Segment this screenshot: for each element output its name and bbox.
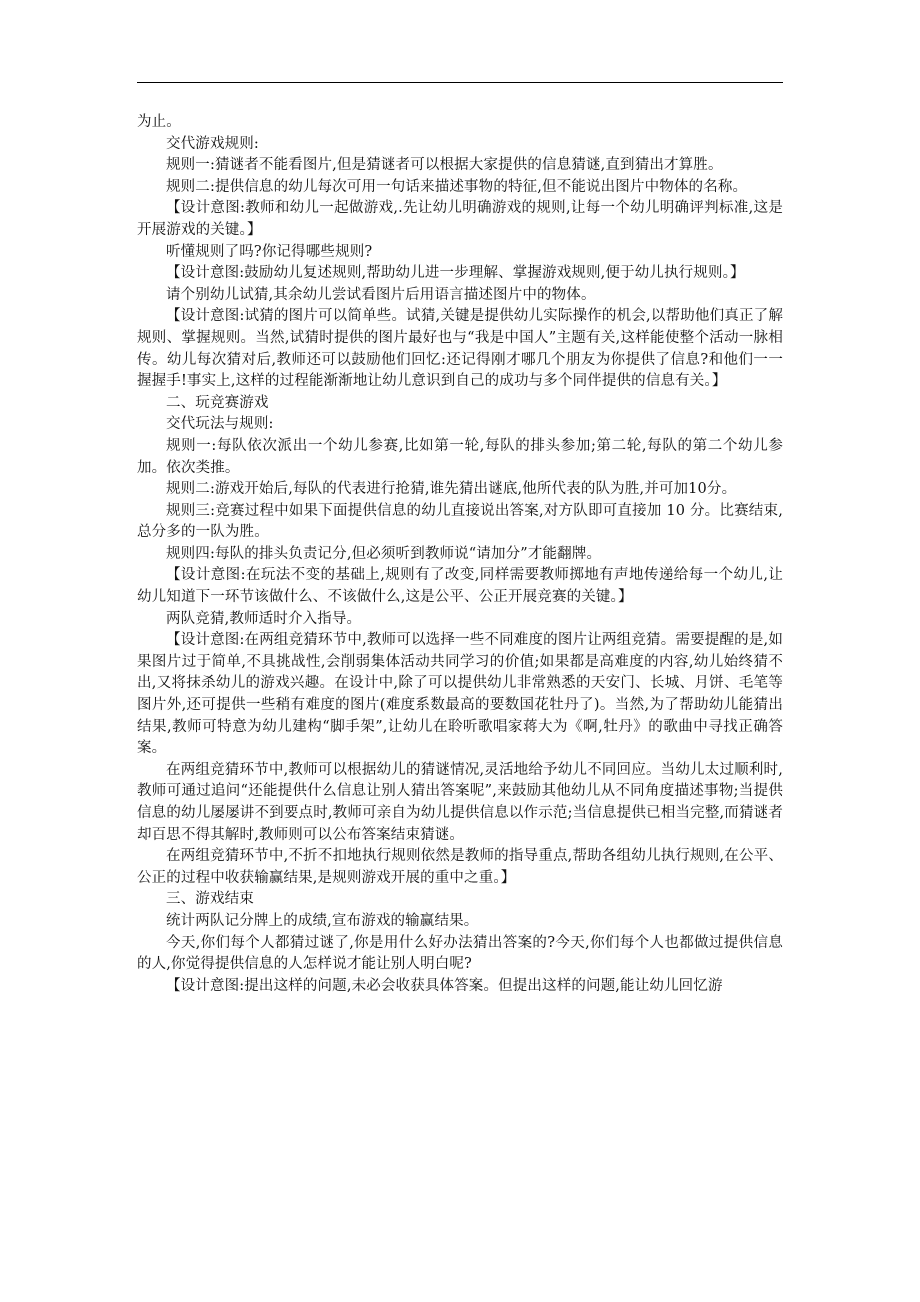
paragraph: 【设计意图:教师和幼儿一起做游戏,.先让幼儿明确游戏的规则,让每一个幼儿明确评判标准,这是开展游戏的关键。】 <box>137 200 783 238</box>
paragraph: 【设计意图:试猜的图片可以简单些。试猜,关键是提供幼儿实际操作的机会,以帮助他们真正了解规则、掌握规则。当然,试猜时提供的图片最好也与“我是中国人”主题有关,这样能使整个活动一脉相传。幼儿每次猜对后,教师还可以鼓励他们回忆:还记得刚才哪几个朋友为你提供了信息?和他们一一握握手!事实上,这样的过程能渐渐地让幼儿意识到自己的成功与多个同伴提供的信息有关。】 <box>137 308 783 390</box>
paragraph: 【设计意图:在玩法不变的基础上,规则有了改变,同样需要教师掷地有声地传递给每一个幼儿,让幼儿知道下一环节该做什么、不该做什么,这是公平、公正开展竞赛的关键。】 <box>137 567 783 606</box>
header-rule <box>137 82 783 83</box>
paragraph: 规则四:每队的排头负责记分,但必须听到教师说“请加分”才能翻牌。 <box>166 545 602 562</box>
paragraph: 听懂规则了吗?你记得哪些规则? <box>166 243 373 260</box>
paragraph: 在两组竞猜环节中,教师可以根据幼儿的猜谜情况,灵活地给予幼儿不同回应。当幼儿太过顺利时,教师可通过追问“还能提供什么信息让别人猜出答案呢”,来鼓励其他幼儿从不同角度描述事物;当提供信息的幼儿屡屡讲不到要点时,教师可亲自为幼儿提供信息以作示范;当信息提供已相当完整,而猜谜者却百思不得其解时,教师则可以公布答案结束猜谜。 <box>137 761 783 843</box>
paragraph: 规则二:提供信息的幼儿每次可用一句话来描述事物的特征,但不能说出图片中物体的名称。 <box>166 178 748 195</box>
paragraph: 交代游戏规则: <box>166 135 259 152</box>
paragraph: 今天,你们每个人都猜过谜了,你是用什么好办法猜出答案的?今天,你们每个人也都做过提供信息的人,你觉得提供信息的人怎样说才能让别人明白呢? <box>137 934 783 973</box>
paragraph: 两队竞猜,教师适时介入指导。 <box>166 610 362 627</box>
section-heading: 三、游戏结束 <box>166 891 254 908</box>
paragraph: 规则一:每队依次派出一个幼儿参赛,比如第一轮,每队的排头参加;第二轮,每队的第二个幼儿参加。依次类推。 <box>137 437 783 476</box>
paragraph: 【设计意图:在两组竞猜环节中,教师可以选择一些不同难度的图片让两组竞猜。需要提醒的是,如果图片过于简单,不具挑战性,会削弱集体活动共同学习的价值;如果都是高难度的内容,幼儿始终猜不出,又将抹杀幼儿的游戏兴趣。在设计中,除了可以提供幼儿非常熟悉的天安门、长城、月饼、毛笔等图片外,还可提供一些稍有难度的图片(难度系数最高的要数国花牡丹了)。当然,为了帮助幼儿能猜出结果,教师可特意为幼儿建构“脚手架”,让幼儿在聆听歌唱家蒋大为《啊,牡丹》的歌曲中寻找正确答案。 <box>137 632 783 757</box>
paragraph: 请个别幼儿试猜,其余幼儿尝试看图片后用语言描述图片中的物体。 <box>166 286 596 303</box>
paragraph: 规则二:游戏开始后,每队的代表进行抢猜,谁先猜出谜底,他所代表的队为胜,并可加10分。 <box>166 481 737 498</box>
paragraph: 在两组竞猜环节中,不折不扣地执行规则依然是教师的指导重点,帮助各组幼儿执行规则,在公平、公正的过程中收获输赢结果,是规则游戏开展的重中之重。】 <box>137 848 783 886</box>
paragraph: 【设计意图:鼓励幼儿复述规则,帮助幼儿进一步理解、掌握游戏规则,便于幼儿执行规则。】 <box>166 265 745 282</box>
section-heading: 二、玩竞赛游戏 <box>166 394 269 411</box>
paragraph: 规则三:竞赛过程中如果下面提供信息的幼儿直接说出答案,对方队即可直接加 10 分。比赛结束,总分多的一队为胜。 <box>137 502 783 541</box>
paragraph: 规则一:猜谜者不能看图片,但是猜谜者可以根据大家提供的信息猜谜,直到猜出才算胜。 <box>166 157 723 174</box>
document-body <box>137 112 783 997</box>
paragraph: 【设计意图:提出这样的问题,未必会收获具体答案。但提出这样的问题,能让幼儿回忆游 <box>166 977 723 994</box>
paragraph: 统计两队记分牌上的成绩,宣布游戏的输赢结果。 <box>166 912 479 929</box>
paragraph: 为止。 <box>137 114 181 130</box>
paragraph: 交代玩法与规则: <box>166 416 274 433</box>
